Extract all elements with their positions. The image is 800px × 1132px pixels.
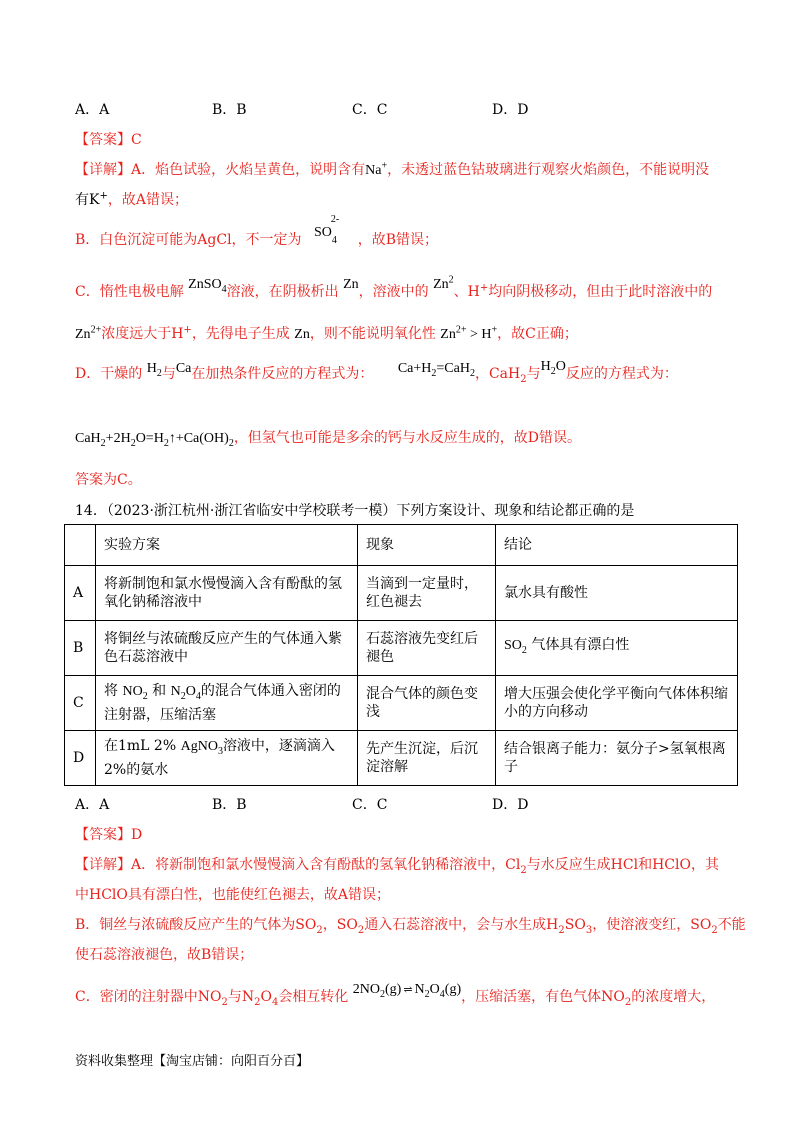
- table-row: [65, 676, 738, 731]
- q13-answer: 【答案】C: [75, 132, 142, 148]
- q14-option-c: C．C: [352, 797, 388, 813]
- q13-detail-d-line1: D．干燥的 $H_2$与Ca在加热条件反应的方程式为： $Ca+H_2=CaH_2$，CaH$_2$与$H_2O$反应的方程式为：: [75, 359, 678, 385]
- q14-option-b: B．B: [212, 797, 247, 813]
- h2-formula: $H_2$: [146, 361, 162, 379]
- row-phenomenon: 混合气体的颜色变浅: [358, 676, 496, 731]
- q13-detail-a-line1: [75, 159, 709, 179]
- page-footer: 资料收集整理【淘宝店铺：向阳百分百】: [75, 1054, 310, 1069]
- q13-option-c: C．C: [352, 102, 388, 118]
- q13-detail-c-line1: C．惰性电极电解 ZnSO$_4$溶液，在阴极析出 Zn，溶液中的 Zn$^2$、H+均向阴极移动，但由于此时溶液中的: [75, 274, 713, 300]
- so4-formula: $SO_4^{2-}$: [314, 214, 340, 246]
- q13-detail-c-line2: $Zn^{2+}$浓度远大于H+，先得电子生成 Zn，则不能说明氧化性 $Zn^{2+} > H^+$，故C正确；: [75, 324, 578, 342]
- row-label: A: [65, 566, 96, 621]
- na-ion-formula: Na+: [365, 160, 388, 178]
- row-conclusion: $SO_2$ 气体具有漂白性: [496, 621, 738, 676]
- cah2-water-equation: $CaH_2+2H_2O=H_2↑+Ca(OH)_2$: [75, 431, 234, 449]
- q13-detail-b: [75, 214, 439, 251]
- q14-option-a: A．A: [75, 797, 110, 813]
- row-conclusion: 增大压强会使化学平衡向气体体积缩小的方向移动: [496, 676, 738, 731]
- k-ion-text: 有K+: [75, 190, 108, 208]
- table-row: [65, 731, 738, 786]
- znso4-formula: ZnSO$_4$: [188, 277, 227, 295]
- q13-option-a: A．A: [75, 102, 110, 118]
- equilibrium-equation: $2NO_2(g)$ ⇌ $N_2O_4(g)$: [352, 982, 462, 1000]
- row-label: B: [65, 621, 96, 676]
- q14-detail-a-line1: 【详解】A．将新制饱和氯水慢慢滴入含有酚酞的氢氧化钠稀溶液中，$Cl_2$与水反应生成HCl和HClO，其: [75, 857, 719, 876]
- q14-detail-b-line2: 使石蕊溶液褪色，故B错误；: [75, 947, 254, 963]
- zn2-ion-formula-2: $Zn^{2+}$: [75, 324, 102, 342]
- ca-formula: Ca: [175, 361, 192, 376]
- row-plan: 将新制饱和氯水慢慢滴入含有酚酞的氢氧化钠稀溶液中: [96, 566, 358, 621]
- zn-formula-2: Zn: [294, 327, 310, 342]
- row-conclusion: 氯水具有酸性: [496, 566, 738, 621]
- row-phenomenon: 当滴到一定量时，红色褪去: [358, 566, 496, 621]
- table-header-row: [65, 525, 738, 566]
- q14-option-d: D．D: [492, 797, 529, 813]
- q13-option-d: D．D: [492, 102, 529, 118]
- q14-detail-a-line2: 中HClO具有漂白性，也能使红色褪去，故A错误；: [75, 887, 390, 903]
- ca-h2-equation: $Ca+H_2=CaH_2$: [397, 361, 475, 379]
- q13-detail-a-text2: ，未透过蓝色钴玻璃进行观察火焰颜色，不能说明没: [387, 162, 710, 178]
- zn2-ion-formula: Zn$^2$: [433, 274, 454, 292]
- table-row: [65, 566, 738, 621]
- q13-detail-a-line2: [75, 189, 188, 209]
- q13-detail-b-text2: ，故B错误；: [357, 232, 439, 248]
- row-plan: 在1mL 2% AgNO$_3$溶液中，逐滴滴入2%的氨水: [96, 731, 358, 786]
- q13-detail-d-line2: $CaH_2+2H_2O=H_2↑+Ca(OH)_2$，但氢气也可能是多余的钙与水反应生成的，故D错误。: [75, 430, 582, 449]
- oxidizing-inequality: $Zn^{2+} > H^+$: [440, 324, 498, 342]
- q13-detail-a-text3: ，故A错误；: [107, 192, 188, 208]
- row-conclusion: 结合银离子能力：氨分子>氢氧根离子: [496, 731, 738, 786]
- row-label: D: [65, 731, 96, 786]
- header-cell-label: [65, 525, 96, 566]
- q13-detail-a-text: 【详解】A．焰色试验，火焰呈黄色，说明含有: [75, 162, 366, 178]
- q13-detail-b-text: B．白色沉淀可能为AgCl，不一定为: [75, 232, 302, 248]
- row-phenomenon: 先产生沉淀，后沉淀溶解: [358, 731, 496, 786]
- row-plan: 将 $NO_2$ 和 $N_2O_4$的混合气体通入密闭的注射器，压缩活塞: [96, 676, 358, 731]
- q13-option-b: B．B: [212, 102, 247, 118]
- row-label: C: [65, 676, 96, 731]
- zn-formula: Zn: [343, 277, 359, 292]
- q14-table: [64, 524, 738, 786]
- q14-detail-b-line1: B．铜丝与浓硫酸反应产生的气体为$SO_2$，$SO_2$通入石蕊溶液中，会与水生成$H_2SO_3$，使溶液变红，$SO_2$不能: [75, 917, 746, 936]
- q14-stem: 14．（2023·浙江杭州·浙江省临安中学校联考一模）下列方案设计、现象和结论都正确的是: [75, 503, 635, 519]
- header-cell-conclusion: 结论: [496, 525, 738, 566]
- row-plan: 将铜丝与浓硫酸反应产生的气体通入紫色石蕊溶液中: [96, 621, 358, 676]
- q14-answer: 【答案】D: [75, 827, 143, 843]
- row-phenomenon: 石蕊溶液先变红后褪色: [358, 621, 496, 676]
- q13-conclusion: 答案为C。: [75, 472, 142, 488]
- table-row: [65, 621, 738, 676]
- q14-detail-c-line1: C．密闭的注射器中$NO_2$与$N_2O_4$会相互转化 $2NO_2(g)$ ⇌ $N_2O_4(g)$，压缩活塞，有色气体$NO_2$的浓度增大，: [75, 982, 716, 1008]
- equilibrium-arrow-icon: ⇌: [403, 984, 413, 996]
- header-cell-phenomenon: 现象: [358, 525, 496, 566]
- h2o-formula: $H_2O$: [540, 359, 566, 377]
- header-cell-plan: 实验方案: [96, 525, 358, 566]
